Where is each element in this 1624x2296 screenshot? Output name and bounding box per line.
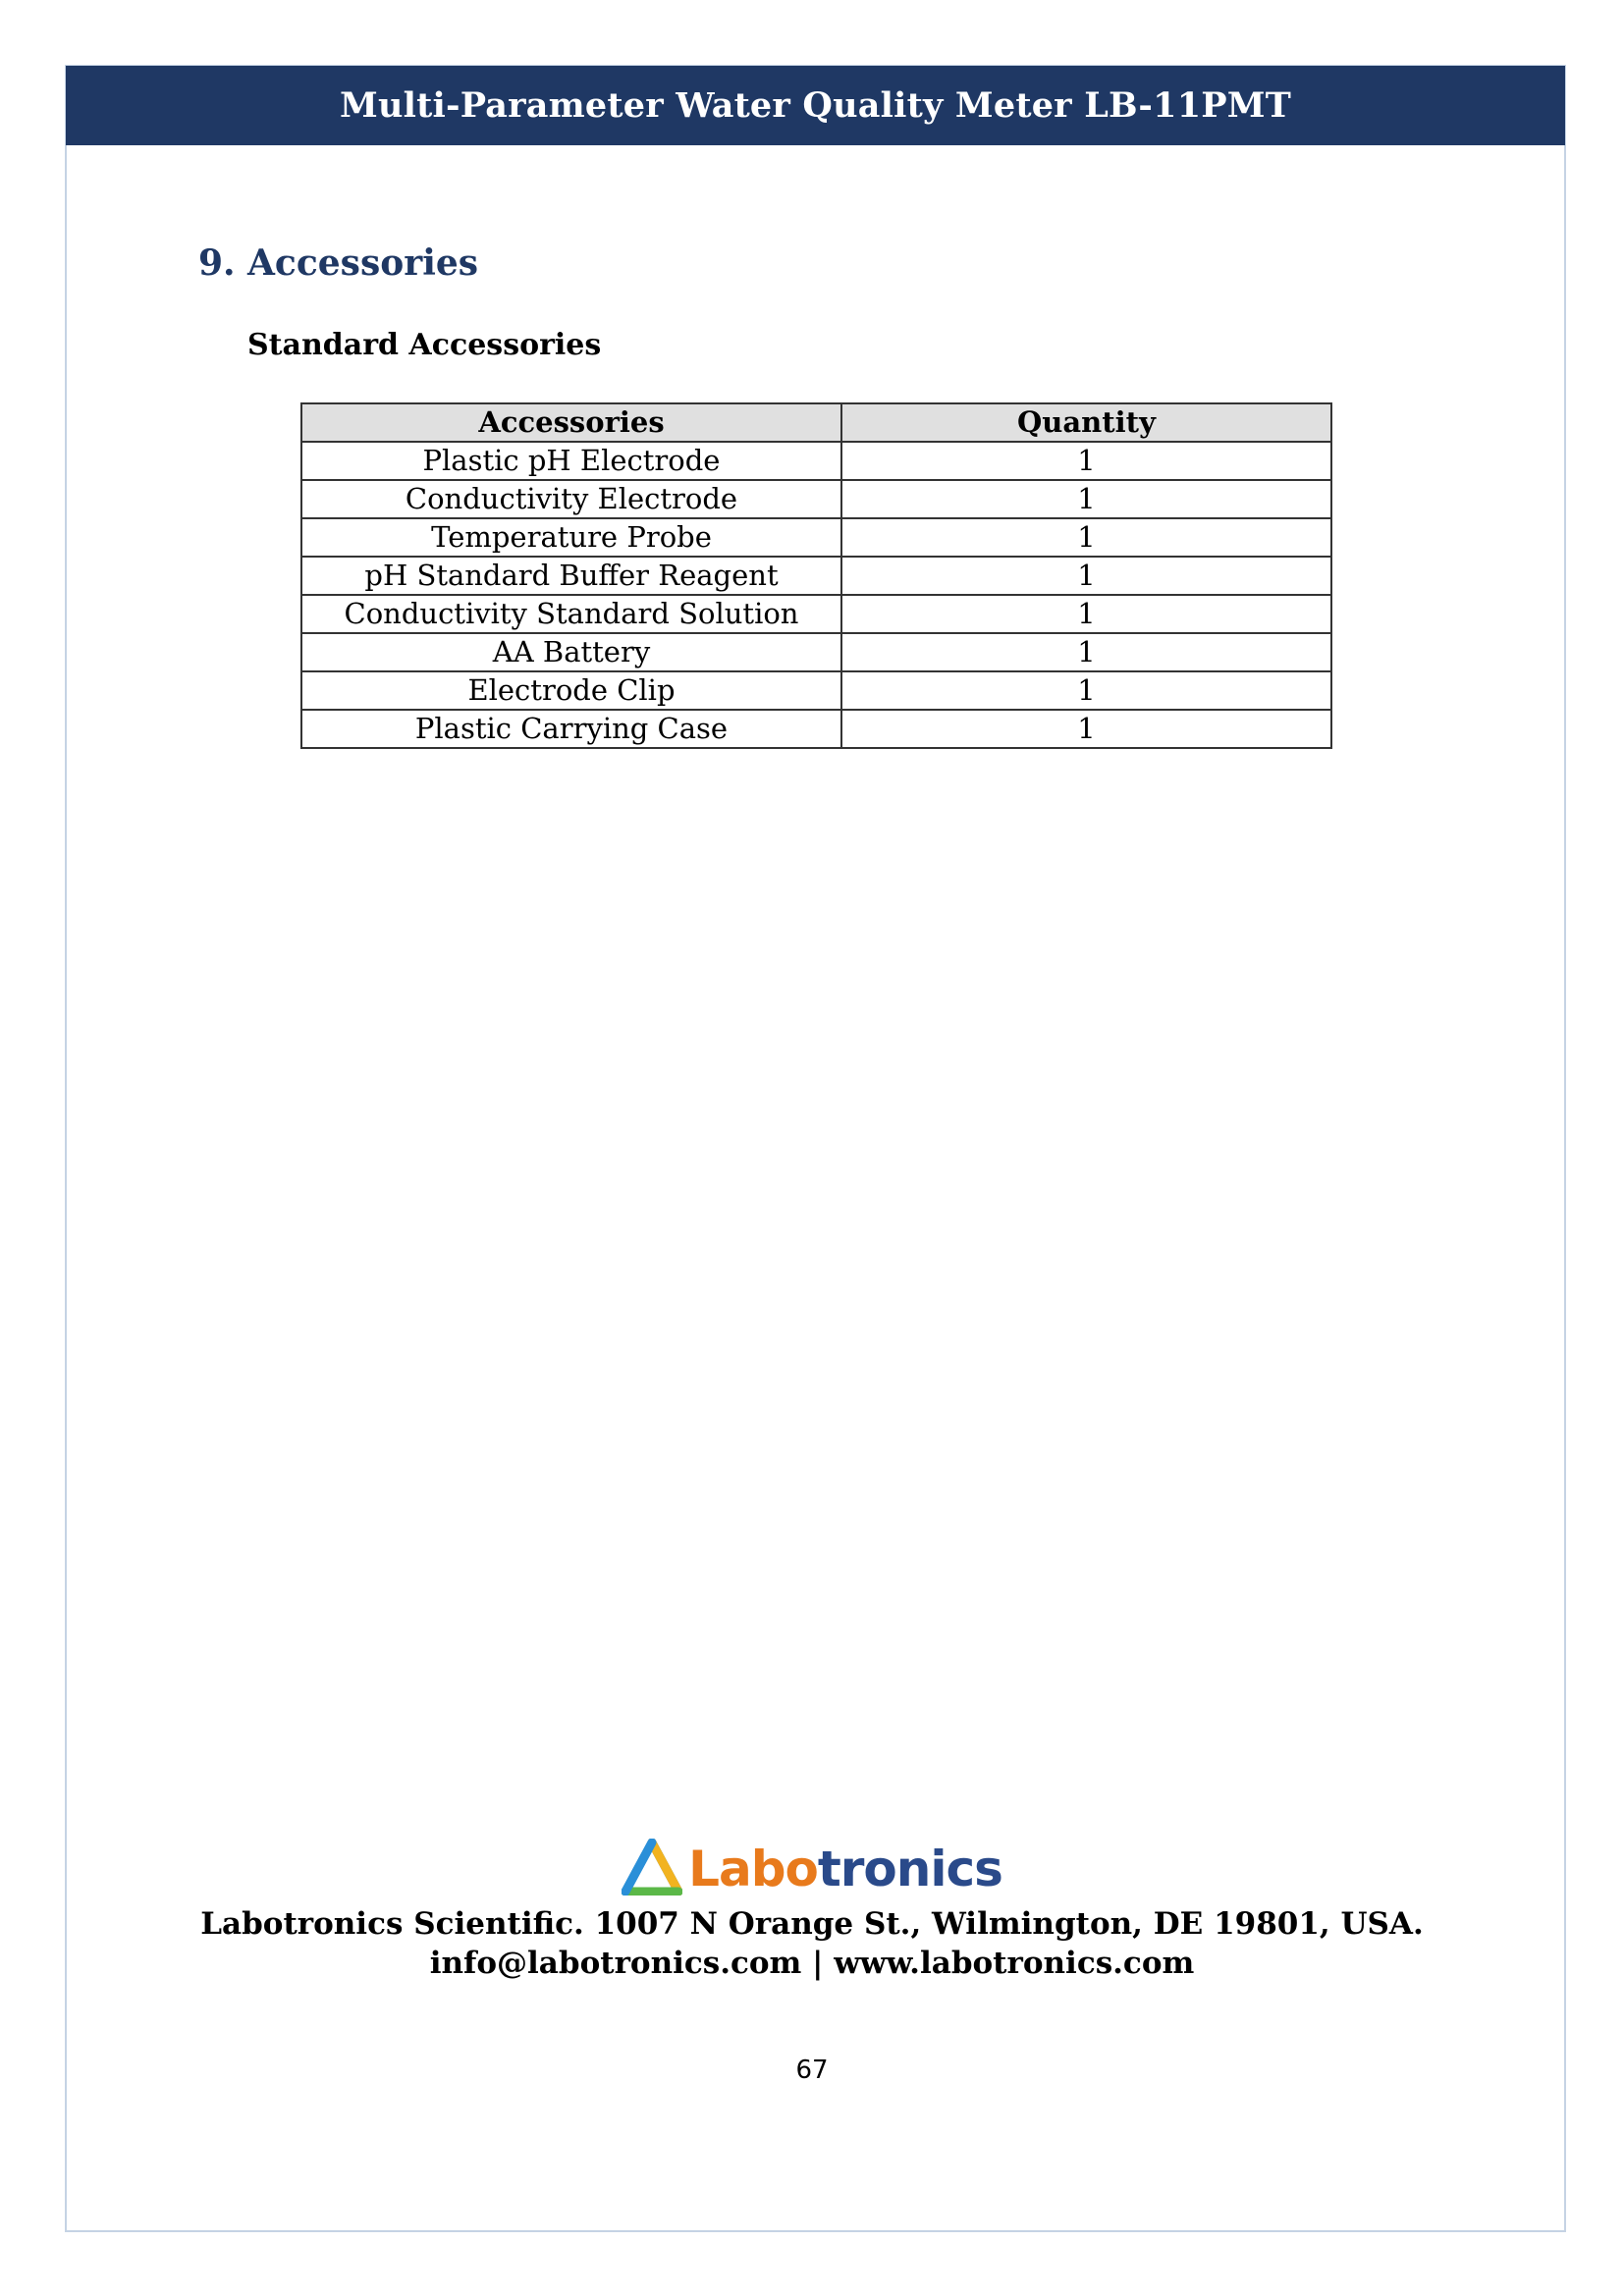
accessory-name: Temperature Probe — [301, 518, 841, 557]
accessory-quantity: 1 — [841, 595, 1331, 633]
triangle-logo-icon — [622, 1839, 682, 1899]
footer-contact: info@labotronics.com | www.labotronics.com — [429, 1946, 1195, 1981]
table-row — [301, 557, 1331, 595]
table-row — [301, 518, 1331, 557]
accessories-table — [300, 402, 1332, 749]
accessory-name: Conductivity Standard Solution — [301, 595, 841, 633]
table-row — [301, 710, 1331, 748]
section-number: 9. — [198, 242, 236, 284]
accessory-name: Conductivity Electrode — [301, 480, 841, 518]
table-row — [301, 595, 1331, 633]
accessory-quantity: 1 — [841, 557, 1331, 595]
accessory-name: AA Battery — [301, 633, 841, 671]
accessory-name: pH Standard Buffer Reagent — [301, 557, 841, 595]
column-header-quantity: Quantity — [841, 403, 1331, 442]
document-title: Multi-Parameter Water Quality Meter LB-11PMT — [340, 85, 1291, 126]
page-number: 67 — [795, 2056, 829, 2085]
column-header-accessories: Accessories — [301, 403, 841, 442]
table-row — [301, 480, 1331, 518]
accessory-quantity: 1 — [841, 442, 1331, 480]
accessory-quantity: 1 — [841, 710, 1331, 748]
header-bar — [66, 66, 1565, 145]
accessory-name: Plastic Carrying Case — [301, 710, 841, 748]
section-title: Accessories — [247, 242, 479, 284]
subsection-title: Standard Accessories — [247, 328, 602, 362]
accessory-quantity: 1 — [841, 518, 1331, 557]
company-logo — [0, 1839, 1624, 1899]
table-row — [301, 671, 1331, 710]
logo-wordmark: Labotronics — [688, 1841, 1002, 1897]
table-row — [301, 442, 1331, 480]
accessory-quantity: 1 — [841, 633, 1331, 671]
table-header-row — [301, 403, 1331, 442]
table-row — [301, 633, 1331, 671]
section-heading — [198, 242, 478, 284]
accessory-quantity: 1 — [841, 480, 1331, 518]
accessory-name: Plastic pH Electrode — [301, 442, 841, 480]
accessory-quantity: 1 — [841, 671, 1331, 710]
accessory-name: Electrode Clip — [301, 671, 841, 710]
footer-address: Labotronics Scientific. 1007 N Orange St., Wilmington, DE 19801, USA. — [200, 1906, 1424, 1942]
